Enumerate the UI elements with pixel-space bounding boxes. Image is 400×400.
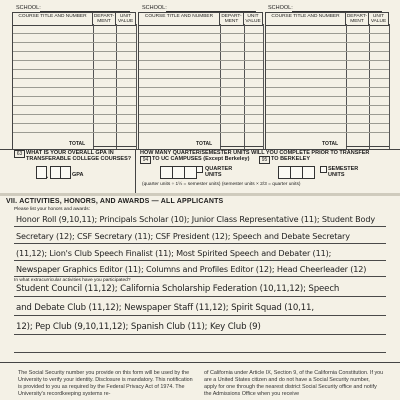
gpa-units-section	[0, 149, 400, 194]
extracurricular-text-line-2: and Debate Club (11,12); Newspaper Staff (11,12); Spirit Squad (10,11,	[16, 303, 314, 313]
course-title-header: COURSE TITLE AND NUMBER	[266, 13, 346, 25]
course-row[interactable]	[266, 60, 389, 61]
course-row[interactable]	[266, 105, 389, 106]
school-label-1: SCHOOL:	[16, 5, 41, 11]
extracurricular-text-line-1: Student Council (11,12); California Scholarship Federation (10,11,12); Speech	[16, 284, 340, 294]
course-row[interactable]	[266, 114, 389, 115]
course-row[interactable]	[266, 123, 389, 124]
honors-text-line-3: (11,12); Lion's Club Speech Finalist (11); Most Spirited Speech and Debater (11);	[16, 248, 332, 258]
privacy-notice-right: of California under Article IX, Section 9, of the California Constitution. If you are a United States citizen and do not have a Social Security number, apply for one through the nearest district Social Security office and notify the Admissions Office when you receive	[204, 370, 384, 397]
course-row[interactable]	[139, 132, 263, 133]
course-row[interactable]	[13, 105, 136, 106]
section-bottom-border	[0, 362, 400, 363]
course-row[interactable]	[13, 33, 136, 34]
department-header: DEPART-MENT	[220, 13, 244, 25]
course-row[interactable]	[139, 87, 263, 88]
course-row[interactable]	[13, 42, 136, 43]
semester-units-label: SEMESTER UNITS	[328, 166, 359, 178]
quarter-units-label: QUARTER UNITS	[205, 166, 233, 178]
course-title-header: COURSE TITLE AND NUMBER	[13, 13, 93, 25]
total-label: TOTAL	[322, 141, 339, 147]
honors-line-1[interactable]	[14, 226, 386, 227]
to-uc-label: TO UC CAMPUSES (Except Berkeley)	[152, 156, 250, 162]
column-divider	[136, 24, 137, 149]
honors-line-3[interactable]	[14, 260, 386, 261]
course-row[interactable]	[139, 33, 263, 34]
honors-line-2[interactable]	[14, 243, 386, 244]
course-row[interactable]	[266, 87, 389, 88]
course-row[interactable]	[13, 60, 136, 61]
course-row[interactable]	[13, 96, 136, 97]
course-table-1	[12, 12, 136, 149]
honors-prompt: Please list your honors and awards:	[14, 207, 90, 212]
honors-text-line-2: Secretary (12); CSF Secretary (11); CSF President (12); Speech and Debate Secretary	[16, 231, 350, 241]
unit-value-header: UNIT VALUE	[244, 13, 263, 25]
extracurricular-line-4[interactable]	[14, 352, 386, 353]
extracurricular-prompt: In what extracurricular activities have you participated?	[14, 278, 131, 283]
section-vii-title: VII. ACTIVITIES, HONORS, AND AWARDS — ALL APPLICANTS	[6, 198, 224, 205]
unit-value-header: UNIT VALUE	[369, 13, 389, 25]
total-line	[93, 146, 136, 147]
course-row[interactable]	[266, 51, 389, 52]
course-row[interactable]	[13, 87, 136, 88]
course-row[interactable]	[139, 69, 263, 70]
gpa-question: WHAT IS YOUR OVERALL GPA IN TRANSFERABLE COLLEGE COURSES?	[26, 150, 132, 162]
course-row[interactable]	[139, 78, 263, 79]
course-row[interactable]	[139, 51, 263, 52]
honors-text-line-1: Honor Roll (9,10,11); Principals Scholar (10); Junior Class Representative (11); Student Body	[16, 214, 375, 224]
extracurricular-text-line-3: 12); Pep Club (9,10,11,12); Spanish Club (11); Key Club (9)	[16, 322, 261, 332]
course-row[interactable]	[139, 96, 263, 97]
honors-line-4[interactable]	[14, 276, 386, 277]
gpa-divider	[135, 150, 136, 194]
gpa-digit-box-3[interactable]	[60, 166, 71, 179]
column-divider	[263, 24, 264, 149]
department-header: DEPART-MENT	[93, 14, 115, 24]
total-label: TOTAL	[196, 141, 213, 147]
total-label: TOTAL	[69, 141, 86, 147]
school-label-2: SCHOOL:	[142, 5, 167, 11]
course-row[interactable]	[266, 42, 389, 43]
course-table-header	[266, 12, 389, 26]
q95-number: 95	[259, 156, 270, 164]
course-row[interactable]	[13, 123, 136, 124]
total-line	[220, 146, 263, 147]
privacy-notice-left: The Social Security number you provide on this form will be used by the University to verify your identity. Disclosure is mandatory. This notification is provided to you as required by the Federal Privacy Act of 1974. The University's recordkeeping systems re-	[18, 370, 193, 397]
course-table-header	[13, 12, 136, 26]
course-row[interactable]	[139, 105, 263, 106]
extracurricular-line-1[interactable]	[14, 296, 386, 297]
quarter-units-checkbox[interactable]	[196, 166, 203, 173]
course-row[interactable]	[266, 132, 389, 133]
course-row[interactable]	[13, 114, 136, 115]
berkeley-units-box-3[interactable]	[302, 166, 315, 179]
course-row[interactable]	[266, 33, 389, 34]
q94-number: 94	[140, 156, 151, 164]
course-row[interactable]	[139, 114, 263, 115]
course-row[interactable]	[266, 96, 389, 97]
units-question: HOW MANY QUARTER/SEMESTER UNITS WILL YOU COMPLETE PRIOR TO TRANSFER	[140, 150, 370, 156]
course-row[interactable]	[13, 69, 136, 70]
to-berkeley-label: TO BERKELEY	[271, 156, 311, 162]
course-row[interactable]	[266, 69, 389, 70]
department-header: DEPART-MENT	[346, 14, 368, 24]
total-line	[346, 146, 389, 147]
course-row[interactable]	[13, 132, 136, 133]
course-row[interactable]	[266, 78, 389, 79]
extracurricular-line-3[interactable]	[14, 334, 386, 335]
course-table-2	[138, 12, 263, 149]
q63-number: 63	[14, 150, 25, 158]
course-title-header: COURSE TITLE AND NUMBER	[139, 13, 220, 25]
unit-conversion-note: (quarter units ÷ 1½ = semester units) (semester units × 2/3 = quarter units)	[142, 182, 301, 187]
section-divider-band	[0, 193, 400, 196]
course-row[interactable]	[13, 78, 136, 79]
course-row[interactable]	[139, 60, 263, 61]
school-label-3: SCHOOL:	[268, 5, 293, 11]
course-row[interactable]	[13, 51, 136, 52]
gpa-decimal-point: .	[46, 171, 49, 180]
extracurricular-line-2[interactable]	[14, 315, 386, 316]
column-divider	[389, 24, 390, 149]
semester-units-checkbox[interactable]	[320, 166, 327, 173]
course-table-3	[265, 12, 389, 149]
gpa-label: GPA	[72, 172, 84, 178]
unit-value-header: UNIT VALUE	[116, 13, 136, 25]
honors-text-line-4: Newspaper Graphics Editor (11); Columns and Profiles Editor (12); Head Cheerleader (12)	[16, 264, 367, 274]
course-row[interactable]	[139, 123, 263, 124]
course-row[interactable]	[139, 42, 263, 43]
